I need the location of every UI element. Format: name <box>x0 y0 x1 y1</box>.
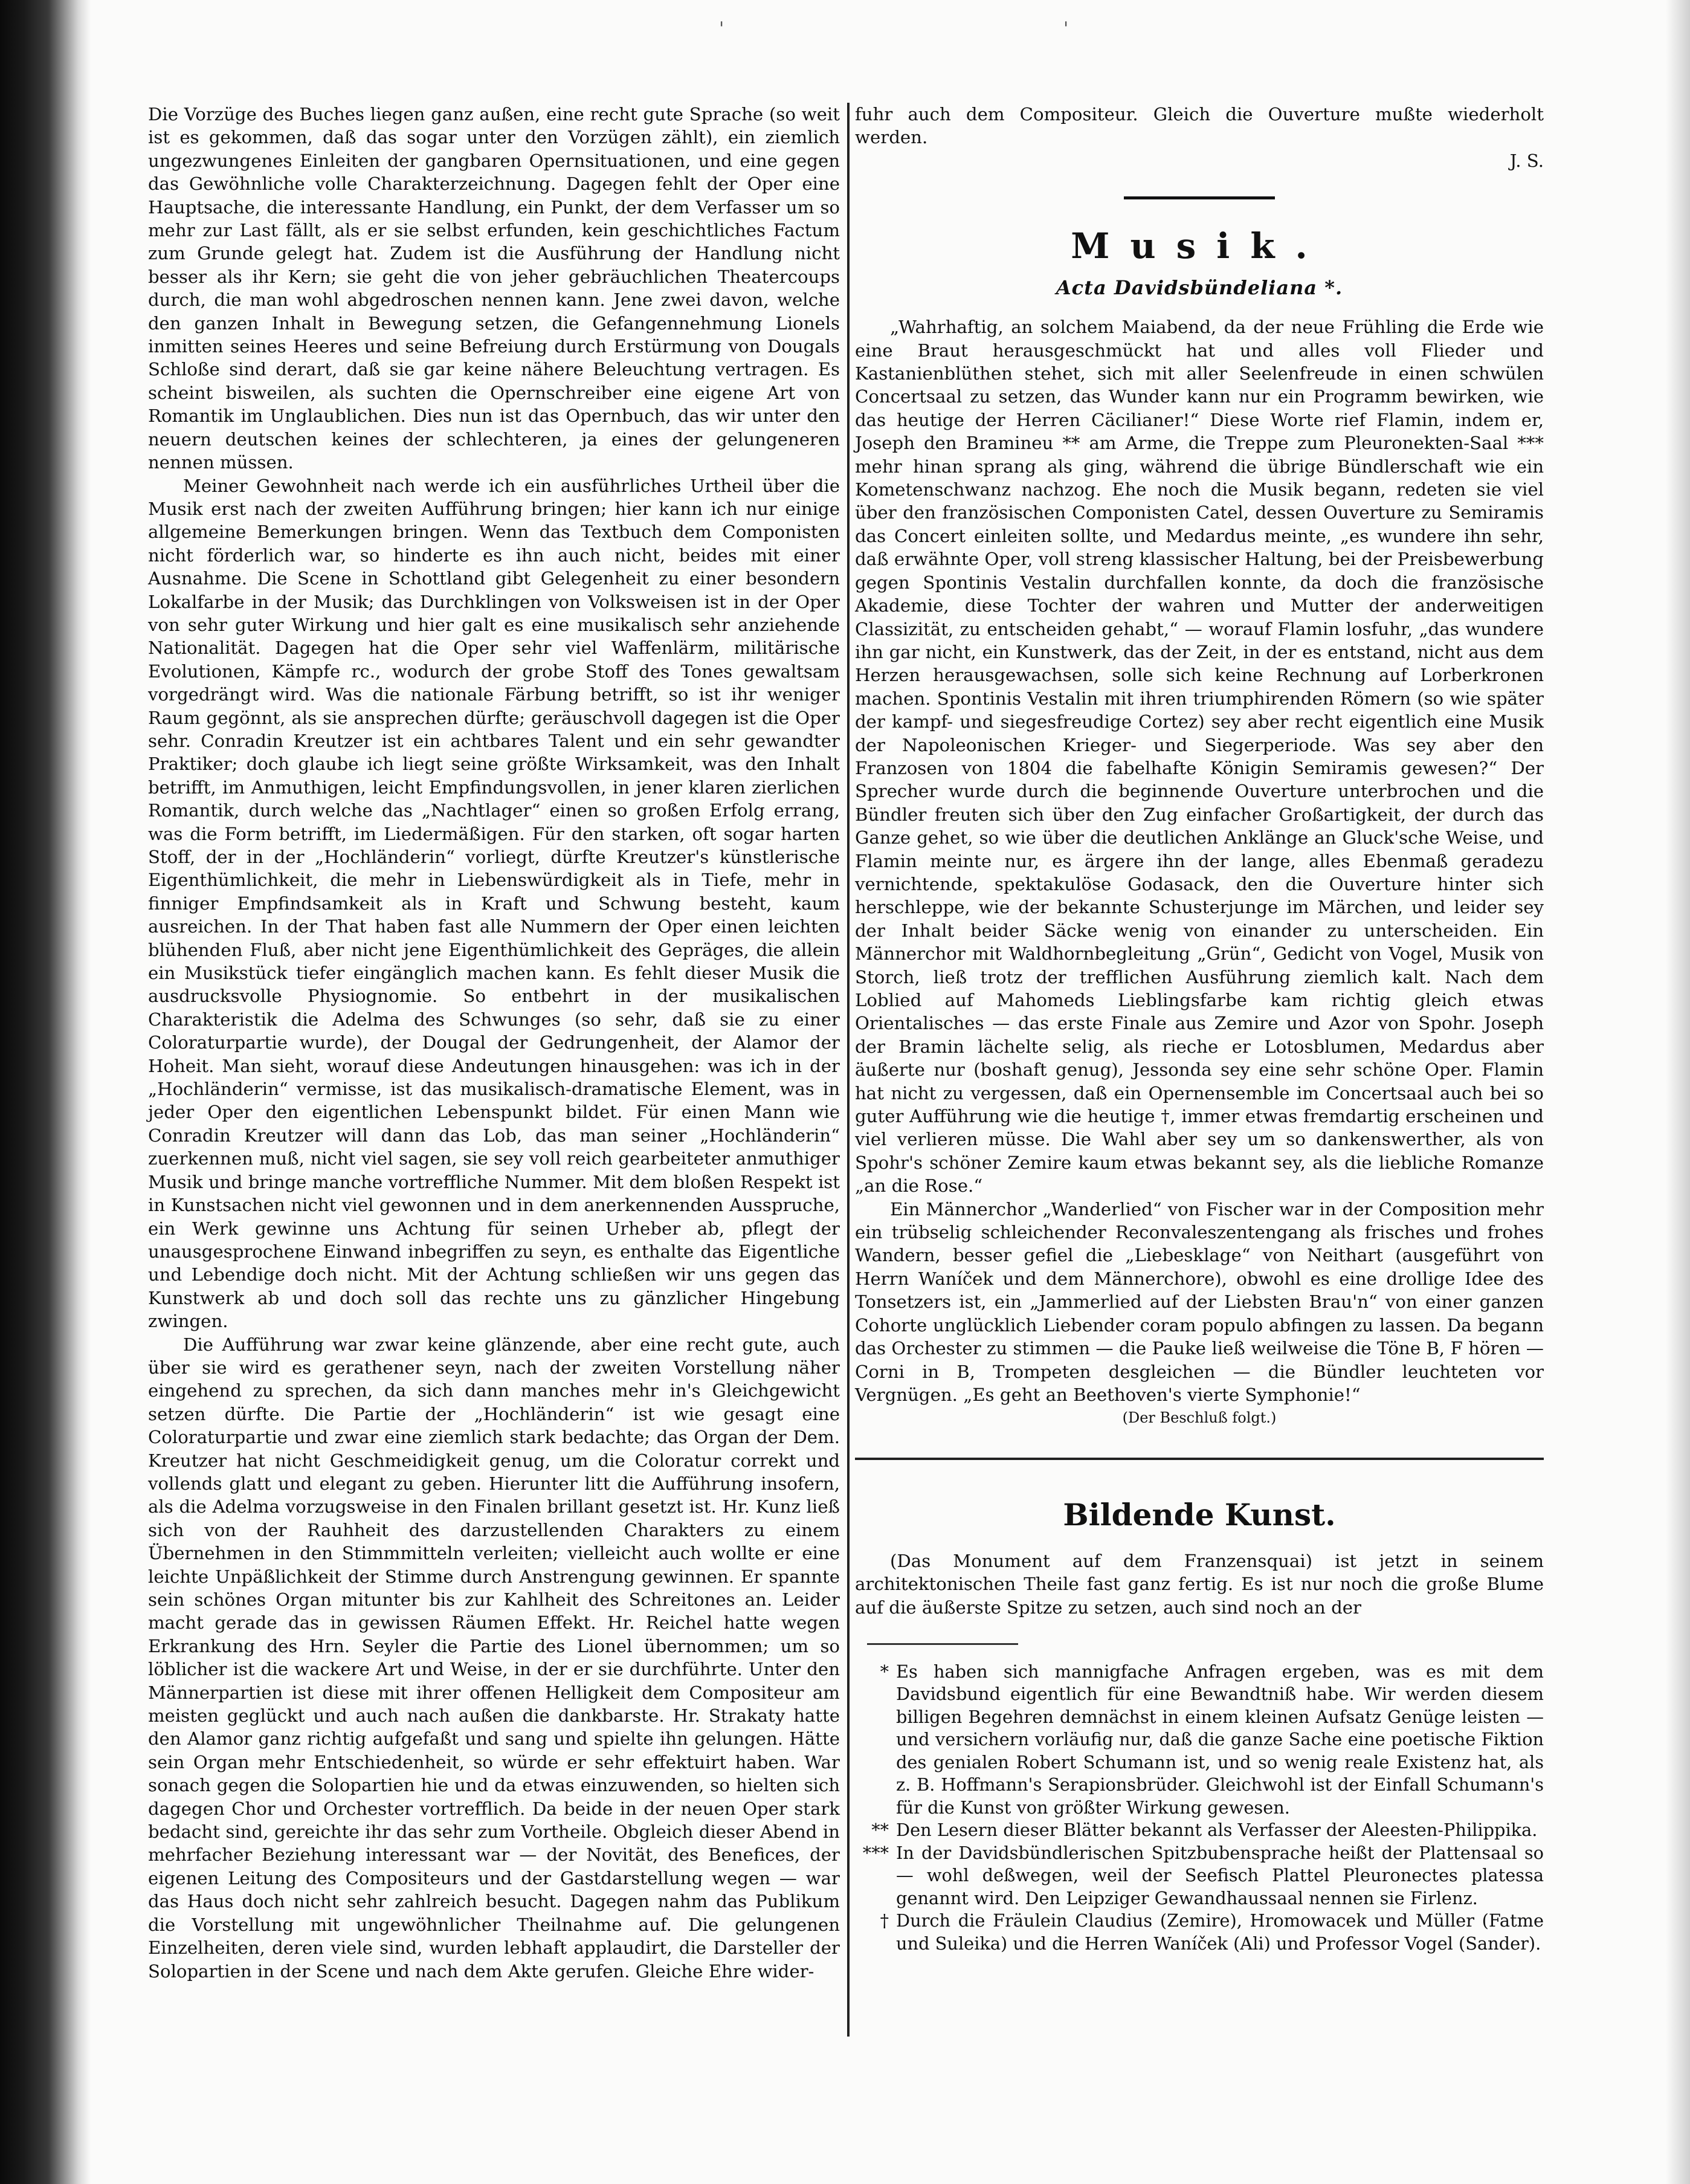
footnote <box>855 1819 1544 1842</box>
footnote-mark: * <box>880 1661 889 1682</box>
column-divider <box>847 103 850 2037</box>
page-edge-shadow-left <box>0 0 91 2184</box>
section-divider <box>855 1458 1544 1460</box>
top-mark: ' <box>1063 18 1069 39</box>
footnote-text: Den Lesern dieser Blätter bekannt als Verfasser der Aleesten-Philippika. <box>896 1820 1538 1841</box>
review-continuation: fuhr auch dem Compositeur. Gleich die Ouverture mußte wiederholt werden. <box>855 104 1544 148</box>
right-column <box>855 103 1544 1955</box>
footnote <box>855 1661 1544 1820</box>
opera-review-paragraph-3: Die Aufführung war zwar keine glänzende, aber eine recht gute, auch über sie wird es gerathener seyn, nach der zweiten Vorstellung näher eingehend zu sprechen, da sich dann manches mehr in's Gleichgewicht setzen dürfte. Die Partie der „Hochländerin“ ist wie gesagt eine Coloraturpartie und zwar eine ziemlich stark bedachte; das Organ der Dem. Kreutzer hat nicht Geschmeidigkeit genug, um die Coloratur correkt und vollends glatt und elegant zu geben. Hierunter litt die Aufführung insofern, als die Adelma vorzugsweise in den Finalen brillant gesetzt ist. Hr. Kunz ließ sich von der Rauhheit des darzustellenden Charakters zu einem Übernehmen in den Stimmmitteln verleiten; vielleicht auch wollte er eine leichte Unpäßlichkeit der Stimme durch Anstrengung gewinnen. Er spannte sein schönes Organ mitunter bis zur Kahlheit des Schreitones an. Leider macht gerade das in gewissen Räumen Effekt. Hr. Reichel hatte wegen Erkrankung des Hrn. Seyler die Partie des Lionel übernommen; um so löblicher ist die wackere Art und Weise, in der er sie durchführte. Unter den Männerpartien ist diese mit ihrer offenen Helligkeit dem Compositeur am meisten geglückt und auch nach außen die dankbarste. Hr. Strakaty hatte den Alamor ganz richtig aufgefaßt und sang und spielte ihn gelungen. Hätte sein Organ mehr Entschiedenheit, so würde er sehr effektuirt haben. War sonach gegen die Solopartien hie und da etwas einzuwenden, so hielten sich dagegen Chor und Orchester vortrefflich. Da beide in der neuen Oper stark bedacht sind, gereichte ihr das sehr zum Vortheile. Obgleich dieser Abend in mehrfacher Beziehung interessant war — der Novität, des Benefices, der eigenen Leitung des Compositeurs und der Gastdarstellung wegen — war das Haus doch nicht sehr zahlreich besucht. Dagegen nahm das Publikum die Vorstellung mit ungewöhnlicher Theilnahme auf. Die gelungenen Einzelheiten, deren viele sind, wurden lebhaft applaudirt, die Darsteller der Solopartien in der Scene und nach dem Akte gerufen. Gleiche Ehre wider- <box>148 1334 840 1982</box>
review-signature: J. S. <box>1509 150 1544 171</box>
davidsbund-paragraph-1: „Wahrhaftig, an solchem Maiabend, da der neue Frühling die Erde wie eine Braut herausgeschmückt hat und alles voll Flieder und Kastanienblüthen stehet, sich mit aller Seelenfreude in einen schwülen Concertsaal zu setzen, das Wunder kann nur ein Programm bewirken, wie das heutige der Herren Cäcilianer!“ Diese Worte rief Flamin, indem er, Joseph den Bramineu ** am Arme, die Treppe zum Pleuronekten-Saal *** mehr hinan sprang als ging, während die übrige Bündlerschaft wie ein Kometenschwanz nachzog. Ehe noch die Musik begann, redeten sie viel über den französischen Componisten Catel, dessen Ouverture zu Semiramis das Concert einleiten sollte, und Medardus meinte, „es wundere ihn sehr, daß erwähnte Oper, voll streng klassischer Haltung, bei der Preisbewerbung gegen Spontinis Vestalin durchfallen konnte, da doch die französische Akademie, diese Tochter der wahren und Mutter der anderweitigen Classizität, zu entscheiden gehabt,“ — worauf Flamin losfuhr, „das wundere ihn gar nicht, ein Kunstwerk, das der Zeit, in der es entstand, nicht aus dem Herzen herausgewachsen, solle sich keine Rechnung auf Lorberkronen machen. Spontinis Vestalin mit ihren triumphirenden Römern (so wie später der kampf- und siegesfreudige Cortez) sey aber recht eigentlich eine Musik der Napoleonischen Krieger- und Siegerperiode. Was sey aber den Franzosen von 1804 die fabelhafte Königin Semiramis gewesen?“ Der Sprecher wurde durch die beginnende Ouverture unterbrochen und die Bündler freuten sich über den Zug einfacher Großartigkeit, der durch das Ganze gehet, so wie über die deutlichen Anklänge an Gluck'sche Weise, und Flamin meinte nur, es ärgere ihn der lange, alles Ebenmaß geradezu vernichtende, spektakulöse Godasack, den die Ouverture hinter sich herschleppe, wie der bekannte Schusterjunge im Märchen, und leider sey der Inhalt beider Säcke wenig von einander zu unterscheiden. Ein Männerchor mit Waldhornbegleitung „Grün“, Gedicht von Vogel, Musik von Storch, ließ trotz der trefflichen Ausführung ziemlich kalt. Nach dem Loblied auf Mahomeds Lieblingsfarbe kam richtig gleich etwas Orientalisches — das erste Finale aus Zemire und Azor von Spohr. Joseph der Bramin lächelte selig, als rieche er Lotosblumen, Medardus aber äußerte nur (boshaft genug), Jessonda sey eine sehr schöne Oper. Flamin hat nicht zu vergessen, daß ein Opernensemble im Concertsaal auch bei so guter Aufführung wie die heutige †, immer etwas fremdartig erscheinen und viel verlieren müsse. Die Wahl aber sey um so dankenswerther, als von Spohr's schöner Zemire kaum etwas bekannt sey, als die liebliche Romanze „an die Rose.“ <box>855 317 1544 1197</box>
left-column <box>148 103 840 1983</box>
top-mark: ' <box>719 18 724 39</box>
footnote-mark: ** <box>871 1820 889 1841</box>
davidsbund-paragraph-2: Ein Männerchor „Wanderlied“ von Fischer war in der Composition mehr ein trübselig schleichender Reconvaleszentengang als frisches und frohes Wandern, besser gefiel die „Liebesklage“ von Neithart (ausgeführt von Herrn Waníček und dem Männerchore), obwohl es eine drollige Idee des Tonsetzers ist, ein „Jammerlied auf der Liebsten Brau'n“ von einer ganzen Cohorte unglücklich Liebender coram populo abfingen zu lassen. Da begann das Orchester zu stimmen — die Pauke ließ weilweise die Töne B, F hören — Corni in B, Trompeten desgleichen — die Bündler leuchteten vor Vergnügen. „Es geht an Beethoven's vierte Symphonie!“ <box>855 1198 1544 1405</box>
footnote-rule <box>867 1643 1018 1645</box>
page-edge-shadow-right <box>1666 0 1690 2184</box>
section-divider <box>1124 196 1275 199</box>
continuation-note: (Der Beschluß folgt.) <box>1122 1409 1277 1427</box>
music-section-title: Musik. <box>1071 225 1328 267</box>
footnote <box>855 1842 1544 1910</box>
opera-review-paragraph-1: Die Vorzüge des Buches liegen ganz außen, eine recht gute Sprache (so weit ist es gekommen, daß das sogar unter den Vorzügen zählt), ein ziemlich ungezwungenes Einleiten der gangbaren Opernsituationen, und eine gegen das Gewöhnliche volle Charakterzeichnung. Dagegen fehlt der Oper eine Hauptsache, die interessante Handlung, ein Punkt, der dem Verfasser um so mehr zur Last fällt, als er sie selbst erfunden, kein geschichtliches Factum zum Grunde gelegt hat. Zudem ist die Ausführung der Handlung nicht besser als ihr Kern; sie geht die von jeher gebräuchlichen Theatercoups durch, die man wohl abgedroschen nennen kann. Jene zwei davon, welche den ganzen Inhalt in Bewegung setzen, die Gefangennehmung Lionels inmitten seines Heeres und seine Befreiung durch Erstürmung von Dougals Schloße sind derart, daß sie gar keine nähere Beleuchtung vertragen. Es scheint bisweilen, als suchten die Opernschreiber eine eigene Art von Romantik im Unglaublichen. Dies nun ist das Opernbuch, das wir unter den neuern deutschen keines der schlechteren, ja eines der gelungeneren nennen müssen. <box>148 104 840 473</box>
footnote-mark: *** <box>862 1842 889 1863</box>
art-paragraph: (Das Monument auf dem Franzensquai) ist jetzt in seinem architektonischen Theile fast ganz fertig. Es ist nur noch die große Blume auf die äußerste Spitze zu setzen, auch sind noch an der <box>855 1550 1544 1618</box>
footnote-mark: † <box>880 1910 889 1931</box>
footnote-text: Es haben sich mannigfache Anfragen ergeben, was es mit dem Davidsbund eigentlich für eine Bewandtniß habe. Wir werden diesem billigen Begehren demnächst in einem kleinen Aufsatz Genüge leisten — und versichern vorläufig nur, daß die ganze Sache eine poetische Fiktion des genialen Robert Schumann ist, und so wenig reale Existenz hat, als z. B. Hoffmann's Serapionsbrüder. Gleichwohl ist der Einfall Schumann's für die Kunst von größter Wirkung gewesen. <box>896 1661 1544 1818</box>
footnote-text: In der Davidsbündlerischen Spitzbubensprache heißt der Plattensaal so — wohl deßwegen, weil der Seefisch Plattel Pleuronectes platessa genannt wird. Den Leipziger Gewandhaussaal nennen sie Firlenz. <box>896 1842 1544 1908</box>
opera-review-paragraph-2: Meiner Gewohnheit nach werde ich ein ausführliches Urtheil über die Musik erst nach der zweiten Aufführung bringen; hier kann ich nur einige allgemeine Bemerkungen bringen. Wenn das Textbuch dem Componisten nicht förderlich war, so hinderte es ihn auch nicht, beides mit einer Ausnahme. Die Scene in Schottland gibt Gelegenheit zu einer besondern Lokalfarbe in der Musik; das Durchklingen von Volksweisen ist in der Oper von sehr guter Wirkung und hier galt es eine musikalisch sehr anziehende Nationalität. Dagegen hat die Oper sehr viel Waffenlärm, militärische Evolutionen, Kämpfe rc., wodurch der grobe Stoff des Tones gewaltsam vorgedrängt wird. Was die nationale Färbung betrifft, so ist ihr weniger Raum gegönnt, als sie ansprechen dürfte; geräuschvoll dagegen ist die Oper sehr. Conradin Kreutzer ist ein achtbares Talent und ein sehr gewandter Praktiker; doch glaube ich liegt seine größte Wirksamkeit, was den Inhalt betrifft, im Anmuthigen, leicht Empfindungsvollen, in jener klaren zierlichen Romantik, durch welche das „Nachtlager“ einen so großen Erfolg errang, was die Form betrifft, im Liedermäßigen. Für den starken, oft sogar harten Stoff, der in der „Hochländerin“ vorliegt, dürfte Kreutzer's künstlerische Eigenthümlichkeit, die mehr in Liebenswürdigkeit als in Tiefe, mehr in finniger Empfindsamkeit als in Kraft und Schwung besteht, kaum ausreichen. In der That haben fast alle Nummern der Oper einen leichten blühenden Fluß, aber nicht jene Eigenthümlichkeit des Gepräges, die allein ein Musikstück tiefer eingänglich machen kann. Es fehlt dieser Musik die ausdrucksvolle Physiognomie. So entbehrt in der musikalischen Charakteristik die Adelma des Schwunges (so sehr, daß sie zu einer Coloraturpartie wurde), der Dougal der Gedrungenheit, der Alamor der Hoheit. Man sieht, worauf diese Andeutungen hinausgehen: was ich in der „Hochländerin“ vermisse, ist das musikalisch-dramatische Element, was in jeder Oper den eigentlichen Lebenspunkt bildet. Für einen Mann wie Conradin Kreutzer will dann das Lob, das man seiner „Hochländerin“ zuerkennen muß, nicht viel sagen, sie sey voll reich gearbeiteter anmuthiger Musik und bringe manche vortreffliche Nummer. Mit dem bloßen Respekt ist in Kunstsachen nicht viel gewonnen und in dem anerkennenden Ausspruche, ein Werk gewinne uns Achtung für seinen Urheber ab, pflegt der unausgesprochene Einwand inbegriffen zu seyn, es enthalte das Eigentliche und Lebendige doch nicht. Mit der Achtung schließen wir uns gegen das Kunstwerk ab und doch soll das rechte uns zu gänzlicher Hingebung zwingen. <box>148 475 840 1332</box>
footnote <box>855 1910 1544 1955</box>
music-section-subtitle: Acta Davidsbündeliana *. <box>1056 276 1343 300</box>
footnote-text: Durch die Fräulein Claudius (Zemire), Hromowacek und Müller (Fatme und Suleika) und die Herren Waníček (Ali) und Professor Vogel (Sander). <box>896 1910 1544 1954</box>
art-section-title: Bildende Kunst. <box>1063 1496 1336 1533</box>
